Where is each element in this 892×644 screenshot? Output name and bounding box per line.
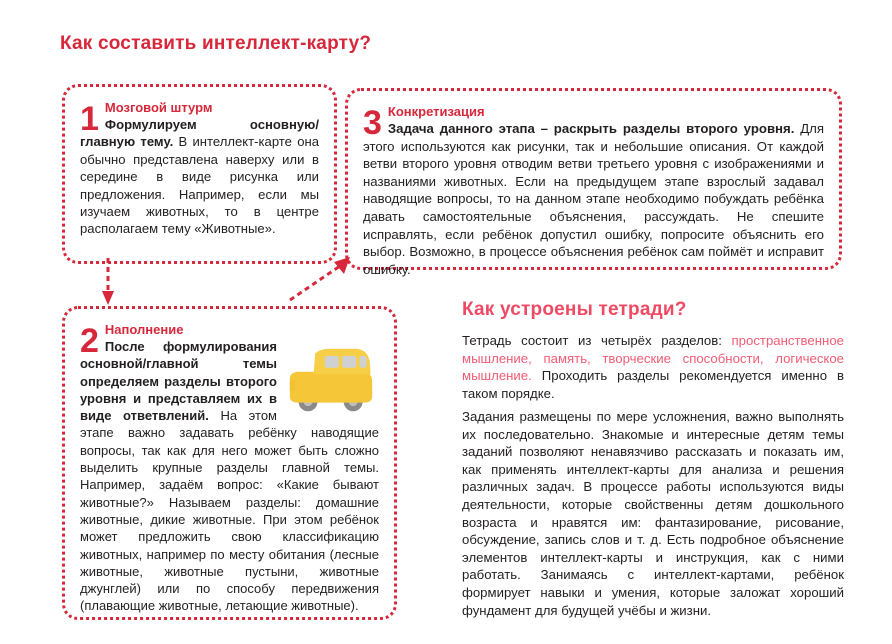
step-label-3: Конкретизация [387,104,485,119]
step-text-1: В интеллект-карте она обычно представлена наверху или в середине в виде рисунка или предложения. Например, если мы изучаем животных, то в центре располагаем тему «Животные». [80,134,319,237]
step-label-1: Мозговой штурм [104,100,213,115]
step-lead-2: После формулирования основной/главной темы определяем разделы второго уровня и представляем их в виде ответвлений. [80,339,277,424]
step-number-3: 3 [363,104,382,142]
notebooks-para1-end: Проходить разделы рекомендуется именно в таком порядке. [462,368,844,401]
yellow-car-icon [283,344,379,420]
step-text-3: Для этого используются как рисунки, так и небольшие описания. От каждой ветви второго уровня отводим ветви третьего уровня с изображениями и названиями животных. Если на предыдущем этапе взрослый задавал наводящие вопросы, то на данном этапе необходимо побуждать ребёнка давать самостоятельные объяснения, рассуждать. Не спешите исправлять, если ребёнок допустил ошибку, попросите объяснить его выбор. Возможно, в процессе объяснения ребёнок сам поймёт и исправит ошибку. [363,121,824,277]
step-card-3-content [348,91,839,277]
step-lead-1: Формулируем основную/главную тему. [80,117,319,150]
arrow-step1-to-step2 [100,258,124,308]
notebooks-para1-start: Тетрадь состоит из четырёх разделов: [462,333,732,348]
step-body-2 [80,338,379,615]
page-title: Как составить интеллект-карту? [60,33,372,54]
arrow-step2-to-step3 [288,252,368,308]
step-label-2: Наполнение [104,322,184,337]
step-body-1 [80,116,319,238]
section-title-notebooks: Как устроены тетради? [462,299,687,320]
step-card-1 [62,84,337,264]
step-text-2: На этом этапе важно задавать ребёнку наводящие вопросы, так как для него может быть сложно выделить крупные разделы главной темы. Например, задаём вопрос: «Какие бывают животные?» Называем разделы: домашние животные, дикие животные. При этом ребёнок может предложить свою классификацию животных, например по месту обитания (лесные животные, животные пустыни, животные джунглей) или по способу передвижения (плавающие животные, летающие животные). [80,408,379,614]
step-number-1: 1 [80,100,99,138]
step-lead-3: Задача данного этапа – раскрыть разделы второго уровня. [387,121,795,136]
step-card-2-content [65,309,394,617]
step-card-3 [345,88,842,277]
page-bottom-divider [0,636,892,637]
step-number-2: 2 [80,322,99,360]
notebooks-sections-highlight: пространственное мышление, память, творческие способности, логическое мышление. [462,333,844,384]
notebooks-paragraph-2: Задания размещены по мере усложнения, важно выполнять их последовательно. Знакомые и интересные детям темы заданий позволяют ненавязчиво рассказать и показать им, как применять интеллект-карты для анализа и решения различных задач. В процессе работы используются виды деятельности, которые свойственны детям дошкольного возраста и нравятся им: фантазирование, рисование, обсуждение, запись слов и т. д. Есть подробное объяснение элементов интеллект-карты и инструкция, как с ними работать. Занимаясь с интеллект-картами, ребёнок формирует навыки и умения, которые заложат хороший фундамент для будущей учёбы и жизни. [462,409,844,618]
step-card-2 [62,306,397,620]
notebooks-paragraph-1 [462,332,844,402]
step-card-1-content [65,87,334,261]
step-body-3 [363,120,824,278]
